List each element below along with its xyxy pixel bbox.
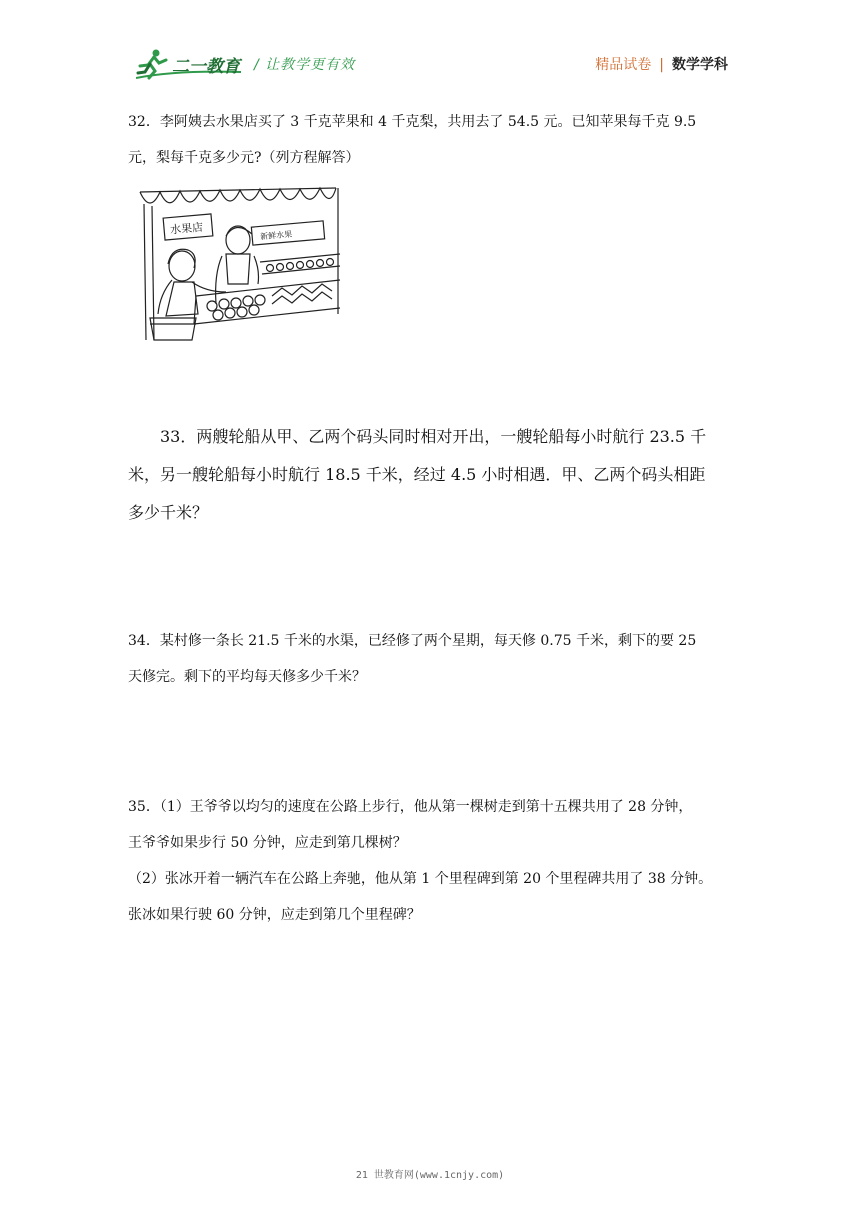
shop-sign-text: 水果店 — [169, 220, 204, 237]
header-separator: | — [659, 57, 664, 73]
question-line: 天修完。剩下的平均每天修多少千米？ — [128, 669, 366, 685]
fruit-sign-text: 新鲜水果 — [259, 229, 293, 242]
fruit-shop-illustration — [136, 184, 342, 344]
logo — [136, 48, 246, 82]
question-line: 多少千米？ — [128, 503, 209, 522]
question-line: 34．某村修一条长 21.5 千米的水渠，已经修了两个星期，每天修 0.75 千米，剩下的要 25 — [128, 633, 697, 649]
question-32 — [128, 104, 732, 176]
header-slogan: / 让教学更有效 — [254, 57, 356, 73]
question-34 — [128, 623, 732, 695]
runner-logo-icon — [136, 48, 246, 82]
question-line: 米，另一艘轮船每小时航行 18.5 千米，经过 4.5 小时相遇．甲、乙两个码头相距 — [128, 465, 706, 484]
fruit-shop-image — [136, 184, 342, 344]
header-right — [595, 54, 728, 74]
question-line: 王爷爷如果步行 50 分钟，应走到第几棵树？ — [128, 835, 407, 851]
header-subject: 数学学科 — [672, 57, 728, 73]
question-line: 33．两艘轮船从甲、乙两个码头同时相对开出，一艘轮船每小时航行 23.5 千 — [160, 427, 707, 446]
question-line: 35．（1）王爷爷以均匀的速度在公路上步行，他从第一棵树走到第十五棵共用了 28 分钟， — [128, 799, 693, 815]
question-line: 32．李阿姨去水果店买了 3 千克苹果和 4 千克梨，共用去了 54.5 元。已知苹果每千克 9.5 — [128, 114, 697, 130]
header-tag: 精品试卷 — [595, 57, 652, 73]
question-line: 张冰如果行驶 60 分钟，应走到第几个里程碑？ — [128, 907, 421, 923]
question-35 — [128, 789, 732, 933]
logo-text: 二一教育 — [172, 57, 240, 77]
question-line: （2）张冰开着一辆汽车在公路上奔驰，他从第 1 个里程碑到第 20 个里程碑共用了 38 分钟。 — [128, 871, 713, 887]
question-line: 元，梨每千克多少元?（列方程解答） — [128, 150, 360, 166]
question-33 — [128, 418, 732, 532]
page-footer: 21 世教育网(www.1cnjy.com) — [355, 1170, 505, 1181]
page-header — [0, 0, 860, 90]
